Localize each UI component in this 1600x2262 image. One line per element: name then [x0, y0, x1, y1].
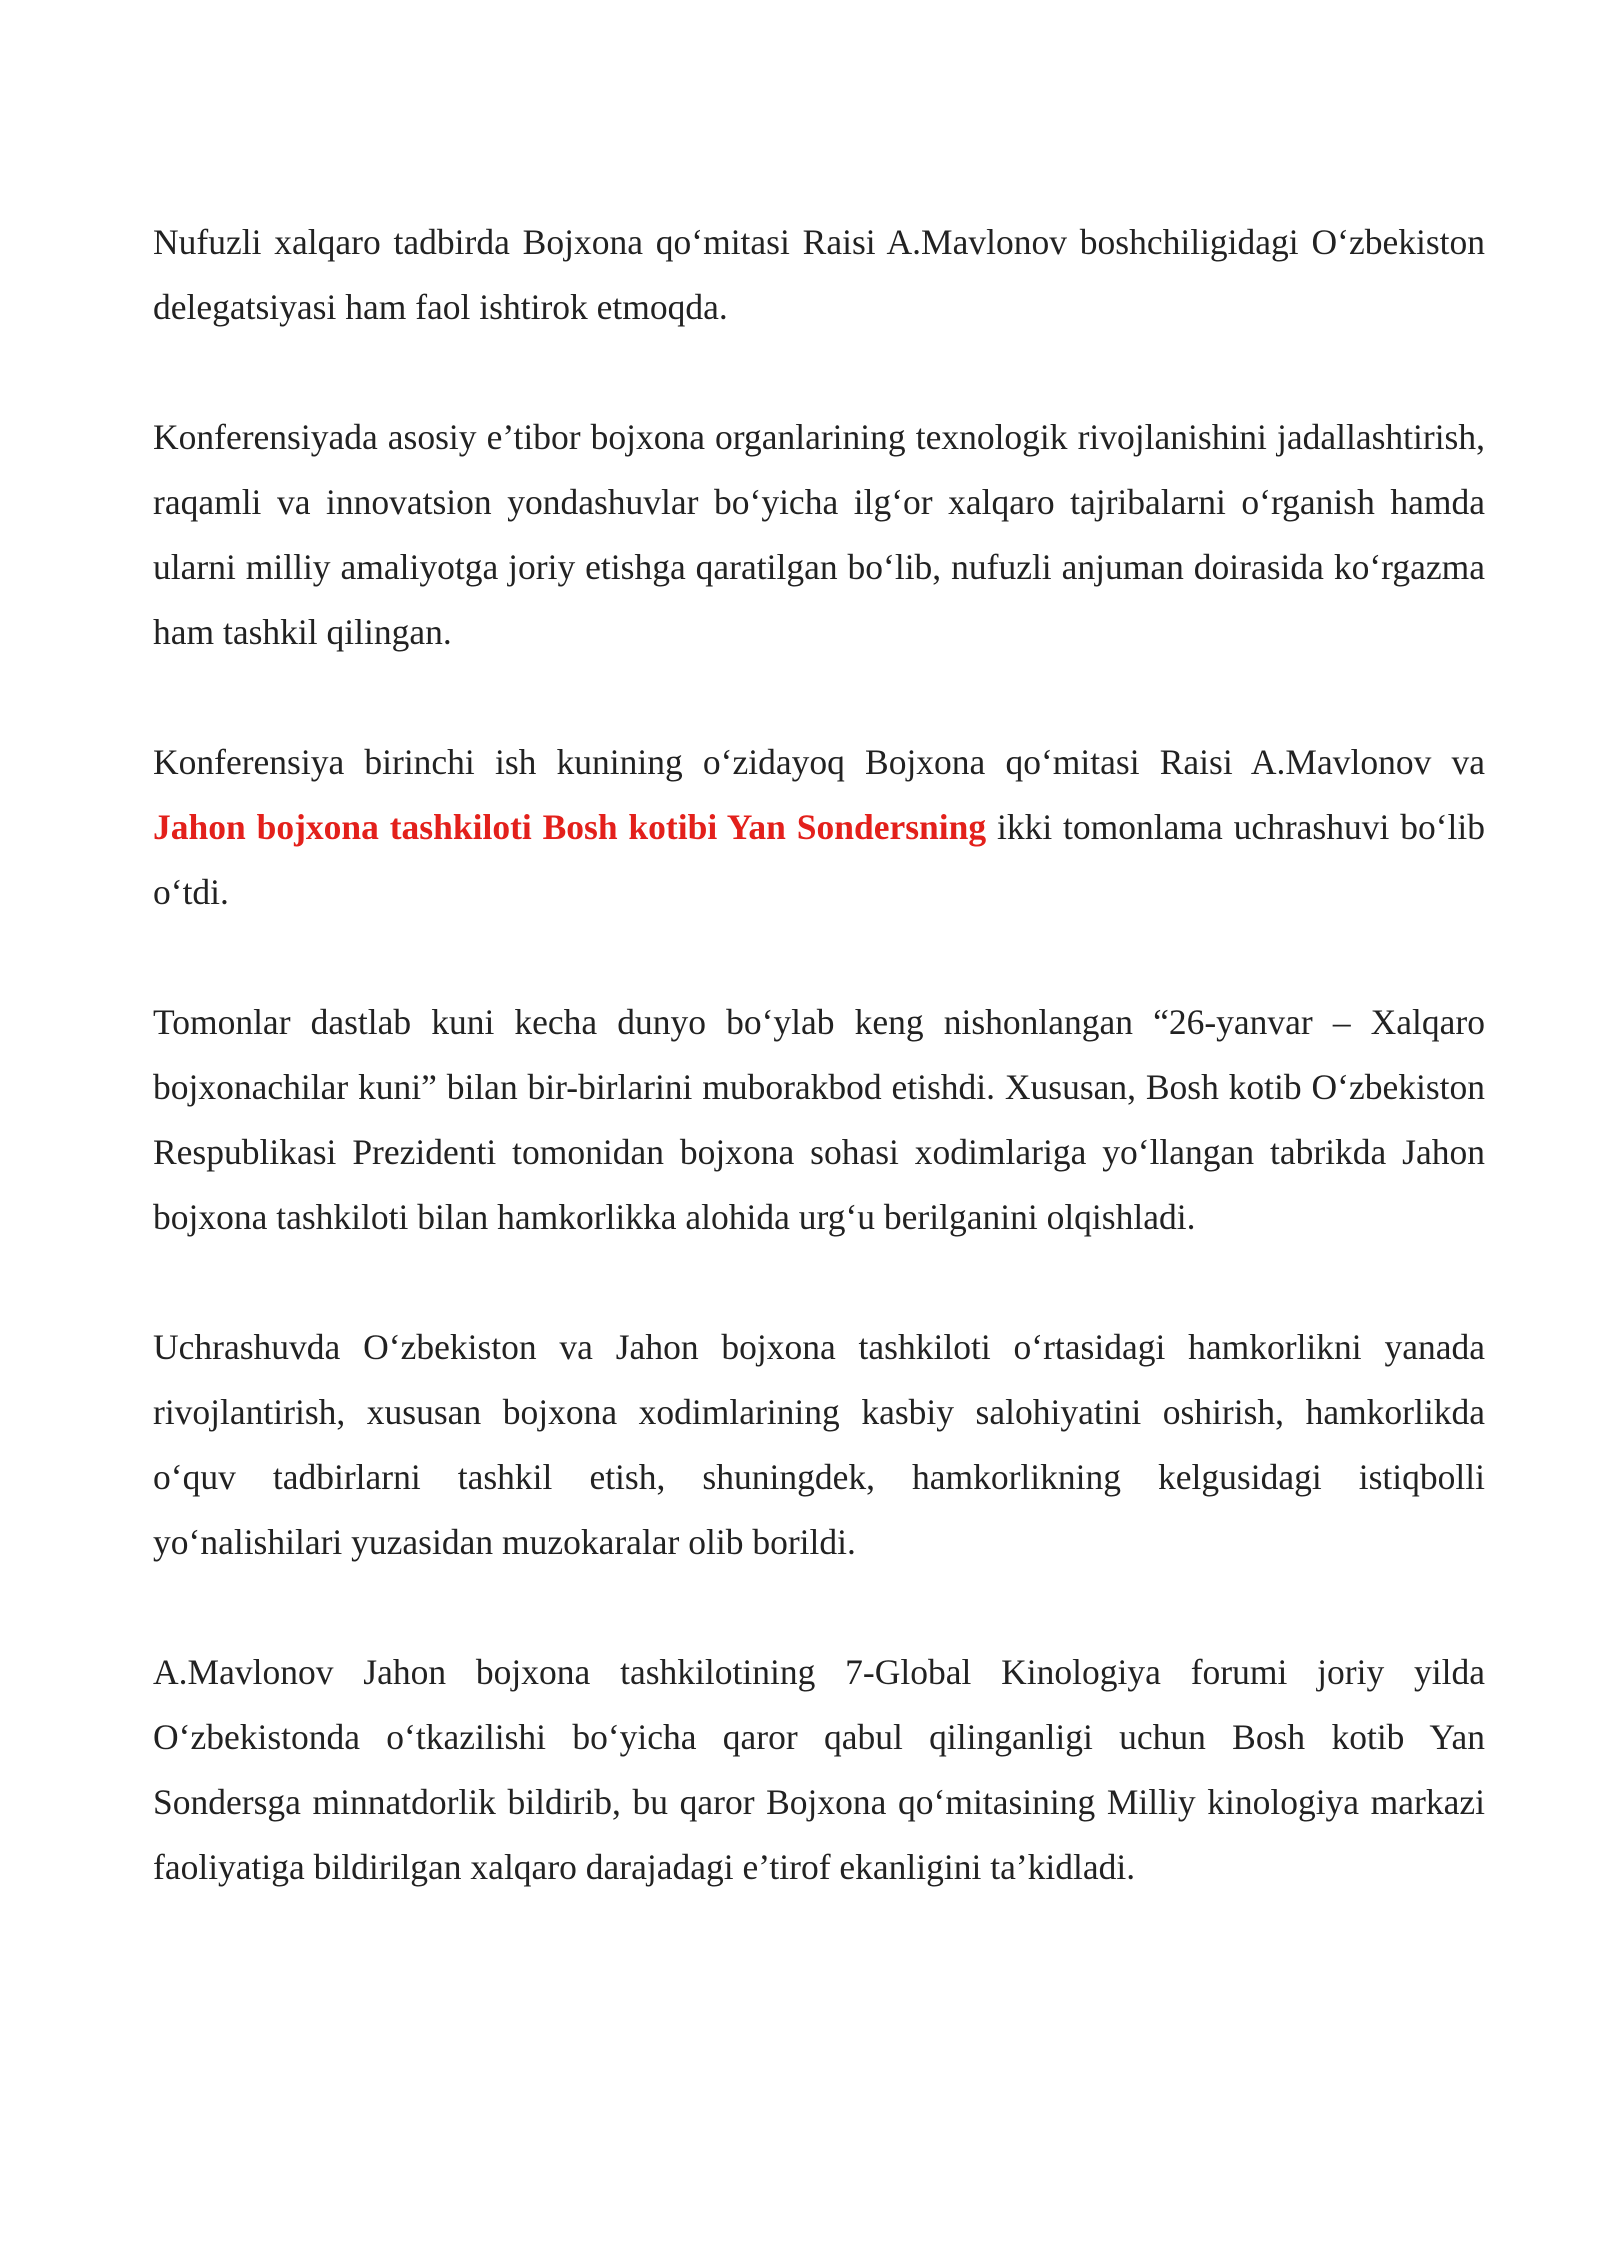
paragraph-kinology-forum: A.Mavlonov Jahon bojxona tashkilotining 7-Global Kinologiya forumi joriy yilda O‘zbekistonda o‘tkazilishi bo‘yicha qaror qabul qilinganligi uchun Bosh kotib Yan Sondersga minnatdorlik bildirib, bu qaror Bojxona qo‘mitasining Milliy kinologiya markazi faoliyatiga bildirilgan xalqaro darajadagi e’tirof ekanligini ta’kidladi. [153, 1652, 1485, 1887]
paragraph-text-before: Konferensiya birinchi ish kunining o‘zidayoq Bojxona qo‘mitasi Raisi A.Mavlonov va [153, 742, 1485, 782]
paragraph-negotiations: Uchrashuvda O‘zbekiston va Jahon bojxona tashkiloti o‘rtasidagi hamkorlikni yanada rivojlantirish, xususan bojxona xodimlarining kasbiy salohiyatini oshirish, hamkorlikda o‘quv tadbirlarni tashkil etish, shuningdek, hamkorlikning kelgusidagi istiqbolli yo‘nalishilari yuzasidan muzokaralar olib borildi. [153, 1327, 1485, 1562]
paragraph-text-after: ikki tomonlama uchrashuvi bo‘lib o‘tdi. [153, 807, 1485, 912]
paragraph-bilateral-meeting [153, 730, 1485, 925]
document-body [153, 210, 1485, 1965]
paragraph-delegation: Nufuzli xalqaro tadbirda Bojxona qo‘mitasi Raisi A.Mavlonov boshchiligidagi O‘zbekiston delegatsiyasi ham faol ishtirok etmoqda. [153, 222, 1485, 327]
paragraph-customs-day: Tomonlar dastlab kuni kecha dunyo bo‘ylab keng nishonlangan “26-yanvar – Xalqaro bojxonachilar kuni” bilan bir-birlarini muborakbod etishdi. Xususan, Bosh kotib O‘zbekiston Respublikasi Prezidenti tomonidan bojxona sohasi xodimlariga yo‘llangan tabrikda Jahon bojxona tashkiloti bilan hamkorlikka alohida urg‘u berilganini olqishladi. [153, 1002, 1485, 1237]
paragraph-conference-focus: Konferensiyada asosiy e’tibor bojxona organlarining texnologik rivojlanishini jadallashtirish, raqamli va innovatsion yondashuvlar bo‘yicha ilg‘or xalqaro tajribalarni o‘rganish hamda ularni milliy amaliyotga joriy etishga qaratilgan bo‘lib, nufuzli anjuman doirasida ko‘rgazma ham tashkil qilingan. [153, 417, 1485, 652]
highlighted-name: Jahon bojxona tashkiloti Bosh kotibi Yan Sondersning [153, 807, 987, 847]
